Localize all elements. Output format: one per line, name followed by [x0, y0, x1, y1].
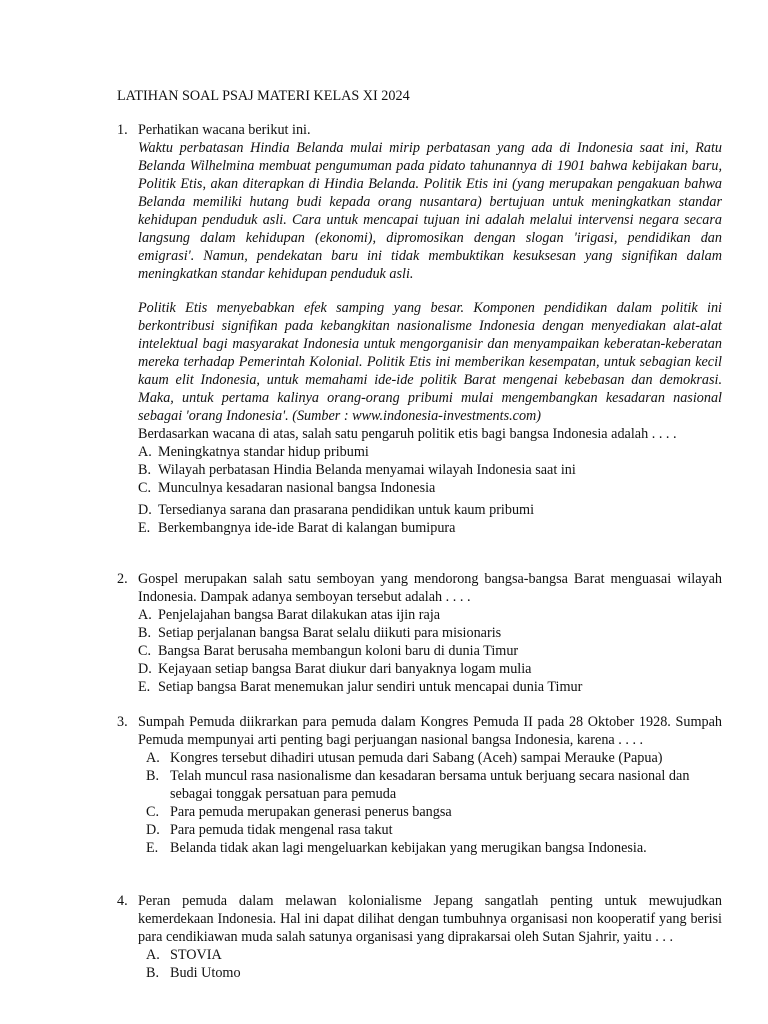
option-letter: D.: [138, 502, 152, 518]
option-e[interactable]: [138, 678, 722, 696]
option-a[interactable]: [138, 443, 722, 461]
option-text: STOVIA: [170, 947, 222, 963]
option-text: Penjelajahan bangsa Barat dilakukan atas ijin raja: [158, 607, 441, 623]
question-3: [117, 713, 722, 857]
option-a[interactable]: [138, 606, 722, 624]
option-list: [146, 946, 722, 982]
option-text: Budi Utomo: [170, 965, 241, 981]
option-letter: A.: [138, 444, 152, 460]
option-letter: C.: [138, 643, 152, 659]
option-b[interactable]: [146, 964, 722, 982]
option-text: Munculnya kesadaran nasional bangsa Indonesia: [158, 480, 436, 496]
option-b[interactable]: [146, 767, 722, 803]
document-title: LATIHAN SOAL PSAJ MATERI KELAS XI 2024: [117, 88, 410, 104]
option-b[interactable]: [138, 461, 722, 479]
option-letter: C.: [138, 480, 152, 496]
option-text: Setiap perjalanan bangsa Barat selalu diikuti para misionaris: [158, 625, 502, 641]
option-list: [138, 606, 722, 696]
option-a[interactable]: [146, 749, 722, 767]
option-d[interactable]: [146, 821, 722, 839]
question-stem: Gospel merupakan salah satu semboyan yang mendorong bangsa-bangsa Barat menguasai wilayah Indonesia. Dampak adanya semboyan tersebut adalah . . . .: [138, 571, 722, 605]
passage-paragraph-1: Waktu perbatasan Hindia Belanda mulai mirip perbatasan yang ada di Indonesia saat ini, Ratu Belanda Wilhelmina membuat pengumuman pada pidato tahunannya di 1901 bahwa kebijakan baru, Politik Etis, akan diterapkan di Hindia Belanda. Politik Etis ini (yang merupakan pengakuan bahwa Belanda memiliki hutang budi kepada orang nusantara) bertujuan untuk meningkatkan standar kehidupan penduduk asli. Cara untuk mencapai tujuan ini adalah melalui intervensi negara secara langsung dalam kehidupan (ekonomi), dipromosikan dengan slogan 'irigasi, pendidikan dan emigrasi'. Namun, pendekatan baru ini tidak membuktikan kesuksesan yang signifikan dalam meningkatkan standar kehidupan penduduk asli.: [138, 140, 722, 282]
option-text: Berkembangnya ide-ide Barat di kalangan bumipura: [158, 520, 456, 536]
option-d[interactable]: [138, 501, 722, 519]
option-list: [146, 749, 722, 857]
option-text: Kejayaan setiap bangsa Barat diukur dari banyaknya logam mulia: [158, 661, 532, 677]
option-b[interactable]: [138, 624, 722, 642]
question-stem: Berdasarkan wacana di atas, salah satu pengaruh politik etis bagi bangsa Indonesia adalah . . . .: [138, 426, 677, 442]
question-4: [117, 892, 722, 982]
option-text: Para pemuda tidak mengenal rasa takut: [170, 822, 393, 838]
option-text: Telah muncul rasa nasionalisme dan kesadaran bersama untuk berjuang secara nasional dan sebagai tonggak persatuan para pemuda: [170, 768, 690, 802]
option-letter: E.: [138, 520, 151, 536]
passage-paragraph-2: Politik Etis menyebabkan efek samping yang besar. Komponen pendidikan dalam politik ini berkontribusi signifikan pada kebangkitan nasionalisme Indonesia dengan menyediakan alat-alat intelektual bagi masyarakat Indonesia untuk mengorganisir dan menyampaikan keberatan-keberatan mereka terhadap Pemerintah Kolonial. Politik Etis ini memberikan kesempatan, untuk sebagian kecil kaum elit Indonesia, untuk memahami ide-ide politik Barat mengenai kebebasan dan demokrasi. Maka, untuk pertama kalinya orang-orang pribumi mulai mengembangkan kesadaran nasional sebagai 'orang Indonesia'. (Sumber : www.indonesia-investments.com): [138, 300, 722, 424]
option-text: Wilayah perbatasan Hindia Belanda menyamai wilayah Indonesia saat ini: [158, 462, 576, 478]
option-text: Kongres tersebut dihadiri utusan pemuda dari Sabang (Aceh) sampai Merauke (Papua): [170, 750, 663, 766]
option-a[interactable]: [146, 946, 722, 964]
option-letter: D.: [146, 822, 160, 838]
option-letter: D.: [138, 661, 152, 677]
option-letter: B.: [138, 462, 152, 478]
option-letter: E.: [146, 840, 159, 856]
question-2: [117, 570, 722, 696]
option-letter: B.: [146, 965, 160, 981]
question-1: [117, 121, 722, 537]
option-list: [138, 443, 722, 537]
option-d[interactable]: [138, 660, 722, 678]
option-text: Meningkatnya standar hidup pribumi: [158, 444, 369, 460]
question-number: 2.: [117, 571, 128, 587]
question-stem: Sumpah Pemuda diikrarkan para pemuda dalam Kongres Pemuda II pada 28 Oktober 1928. Sumpah Pemuda mempunyai arti penting bagi perjuangan nasional bangsa Indonesia, karena . . . .: [138, 714, 722, 748]
option-c[interactable]: [138, 479, 722, 497]
option-letter: A.: [138, 607, 152, 623]
question-number: 3.: [117, 714, 128, 730]
option-letter: B.: [138, 625, 152, 641]
option-letter: E.: [138, 679, 151, 695]
option-c[interactable]: [146, 803, 722, 821]
option-letter: C.: [146, 804, 160, 820]
option-letter: A.: [146, 947, 160, 963]
option-c[interactable]: [138, 642, 722, 660]
option-text: Para pemuda merupakan generasi penerus bangsa: [170, 804, 452, 820]
option-text: Setiap bangsa Barat menemukan jalur sendiri untuk mencapai dunia Timur: [158, 679, 583, 695]
question-intro: Perhatikan wacana berikut ini.: [138, 122, 311, 138]
option-text: Bangsa Barat berusaha membangun koloni baru di dunia Timur: [158, 643, 519, 659]
question-stem: Peran pemuda dalam melawan kolonialisme Jepang sangatlah penting untuk mewujudkan kemerdekaan Indonesia. Hal ini dapat dilihat dengan tumbuhnya organisasi non kooperatif yang berisi para cendikiawan muda salah satunya organisasi yang diprakarsai oleh Sutan Sjahrir, yaitu . . .: [138, 893, 722, 945]
option-letter: B.: [146, 768, 160, 784]
option-e[interactable]: [138, 519, 722, 537]
question-number: 1.: [117, 122, 128, 138]
option-text: Tersedianya sarana dan prasarana pendidikan untuk kaum pribumi: [158, 502, 535, 518]
option-text: Belanda tidak akan lagi mengeluarkan kebijakan yang merugikan bangsa Indonesia.: [170, 840, 647, 856]
option-letter: A.: [146, 750, 160, 766]
question-number: 4.: [117, 893, 128, 909]
option-e[interactable]: [146, 839, 722, 857]
